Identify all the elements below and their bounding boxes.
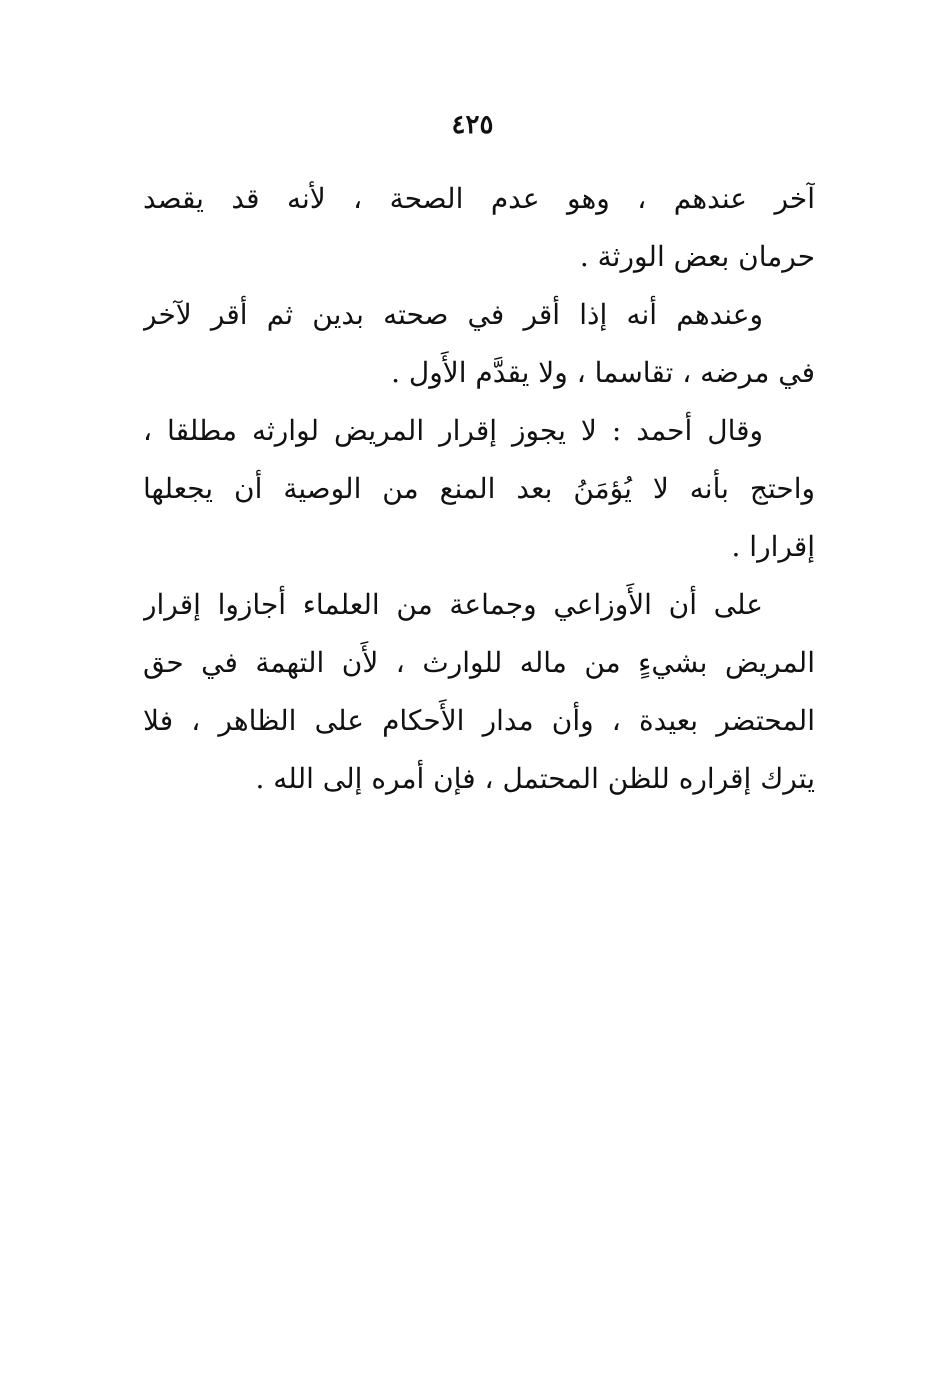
paragraph-2 xyxy=(143,286,815,402)
body-text xyxy=(143,170,815,808)
page-number: ٤٢٥ xyxy=(451,110,494,140)
paragraph-4 xyxy=(143,576,815,808)
text-line: وعندهم أنه إذا أقر في صحته بدين ثم أقر لآخر xyxy=(143,298,763,331)
text-line: في مرضه ، تقاسما ، ولا يقدَّم الأَول . xyxy=(391,356,815,389)
text-line: يترك إقراره للظن المحتمل ، فإن أمره إلى الله . xyxy=(255,762,815,795)
paragraph-1 xyxy=(143,170,815,286)
text-line: إقرارا . xyxy=(731,530,815,563)
text-line: وقال أحمد : لا يجوز إقرار المريض لوارثه مطلقا ، xyxy=(143,414,763,447)
text-line: على أن الأَوزاعي وجماعة من العلماء أجازوا إقرار xyxy=(143,588,763,621)
text-line: المريض بشيءٍ من ماله للوارث ، لأَن التهمة في حق xyxy=(143,646,815,679)
text-line: آخر عندهم ، وهو عدم الصحة ، لأنه قد يقصد xyxy=(143,182,815,215)
text-line: واحتج بأنه لا يُؤمَنُ بعد المنع من الوصية أن يجعلها xyxy=(143,472,815,505)
text-line: المحتضر بعيدة ، وأن مدار الأَحكام على الظاهر ، فلا xyxy=(143,704,815,737)
paragraph-3 xyxy=(143,402,815,576)
text-line: حرمان بعض الورثة . xyxy=(579,240,815,273)
